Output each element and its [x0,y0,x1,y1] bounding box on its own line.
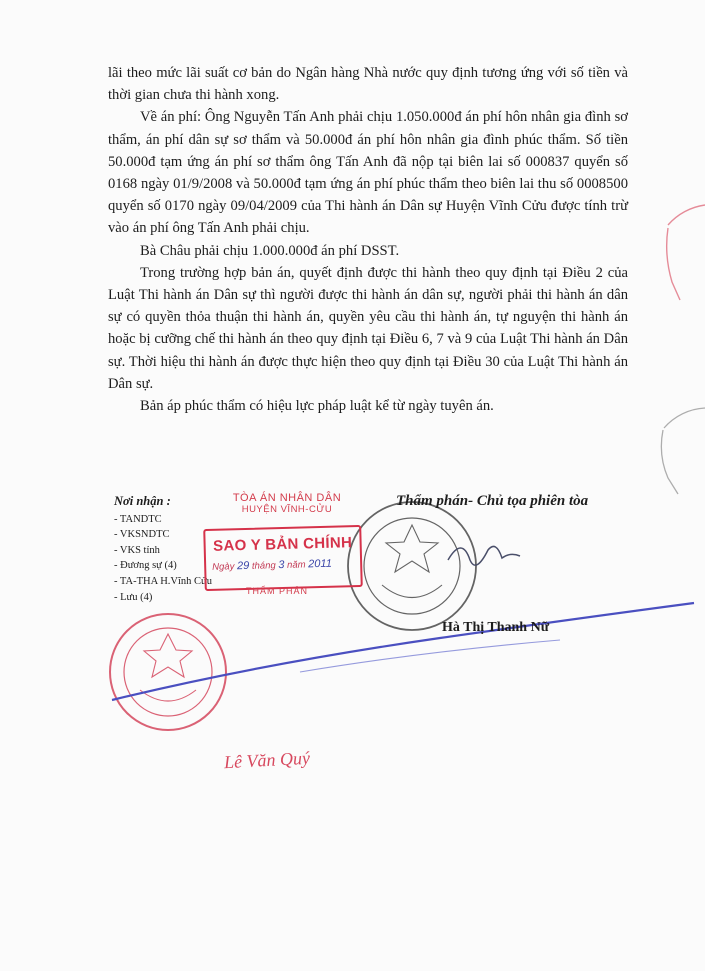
paragraph-court-fees: Về án phí: Ông Nguyễn Tấn Anh phải chịu 1.050.000đ án phí hôn nhân gia đình sơ thẩm, án phí dân sự sơ thẩm và 50.000đ án phí hôn nhân gia đình phúc thẩm. Số tiền 50.000đ tạm ứng án phí sơ thẩm ông Tấn Anh đã nộp tại biên lai số 000837 quyển số 0168 ngày 01/9/2008 và 50.000đ tạm ứng án phí phúc thẩm theo biên lai thu số 0008500 quyển số 0170 ngày 09/04/2009 của Thi hành án Dân sự Huyện Vĩnh Cửu được tính trừ vào án phí ông Tấn Anh phải chịu. [108,109,628,237]
judge-round-seal [348,502,476,630]
edge-seal-fragment-gray [661,408,705,494]
paragraph-interest: lãi theo mức lãi suất cơ bản do Ngân hàng Nhà nước quy định tương ứng với số tiền và thời gian chưa thi hành xong. [108,65,628,104]
copy-stamp-court-name [212,492,362,515]
recipient-item: - VKS tỉnh [114,544,160,556]
certified-copy-stamp [203,525,363,591]
paragraph-effect: Bản áp phúc thẩm có hiệu lực pháp luật kể từ ngày tuyên án. [140,398,494,415]
copy-round-seal [110,614,226,730]
recipient-item: - VKSNDTC [114,529,170,541]
court-name-line: TÒA ÁN NHÂN DÂN [232,492,342,504]
paragraph-chau-fee: Bà Châu phải chịu 1.000.000đ án phí DSST. [140,242,400,259]
certified-copy-label: SAO Y BẢN CHÍNH [212,534,353,555]
date-year: 2011 [308,557,333,571]
date-month: 3 [278,558,285,572]
court-district-line: HUYỆN VĨNH-CỬU [241,504,333,515]
certified-copy-date [206,557,360,573]
date-month-label: tháng [251,560,276,572]
date-day: 29 [236,559,250,573]
copy-stamp-role: THẨM PHÁN [246,586,309,596]
edge-seal-fragment-red [667,205,705,300]
blue-pen-stroke-lower [300,640,560,672]
recipient-item: - Đương sự (4) [114,560,177,572]
recipient-item: - TA-THA H.Vĩnh Cửu [114,575,212,587]
date-prefix: Ngày [212,561,235,573]
paragraph-enforcement: Trong trường hợp bản án, quyết định được thi hành theo quy định tại Điều 2 của Luật Thi hành án Dân sự thì người được thi hành án dân sự, người phải thi hành án dân sự có quyền thỏa thuận thi hành án, quyền yêu cầu thi hành án, tự nguyện thi hành án hoặc bị cưỡng chế thi hành án theo quy định tại Điều 6, 7 và 9 của Luật Thi hành án Dân sự. Thời hiệu thi hành án được thực hiện theo quy định tại Điều 30 của Luật Thi hành án Dân sự. [108,264,628,392]
date-year-label: năm [286,559,306,571]
copy-signer-name: Lê Văn Quý [223,747,311,773]
blue-pen-stroke [112,603,694,700]
signatory-name: Hà Thị Thanh Nữ [442,620,550,635]
recipient-item: - Lưu (4) [114,591,153,603]
signatory-title: Thẩm phán- Chủ tọa phiên tòa [396,493,589,509]
recipients-title: Nơi nhận : [114,494,171,508]
recipient-item: - TANDTC [114,513,162,525]
